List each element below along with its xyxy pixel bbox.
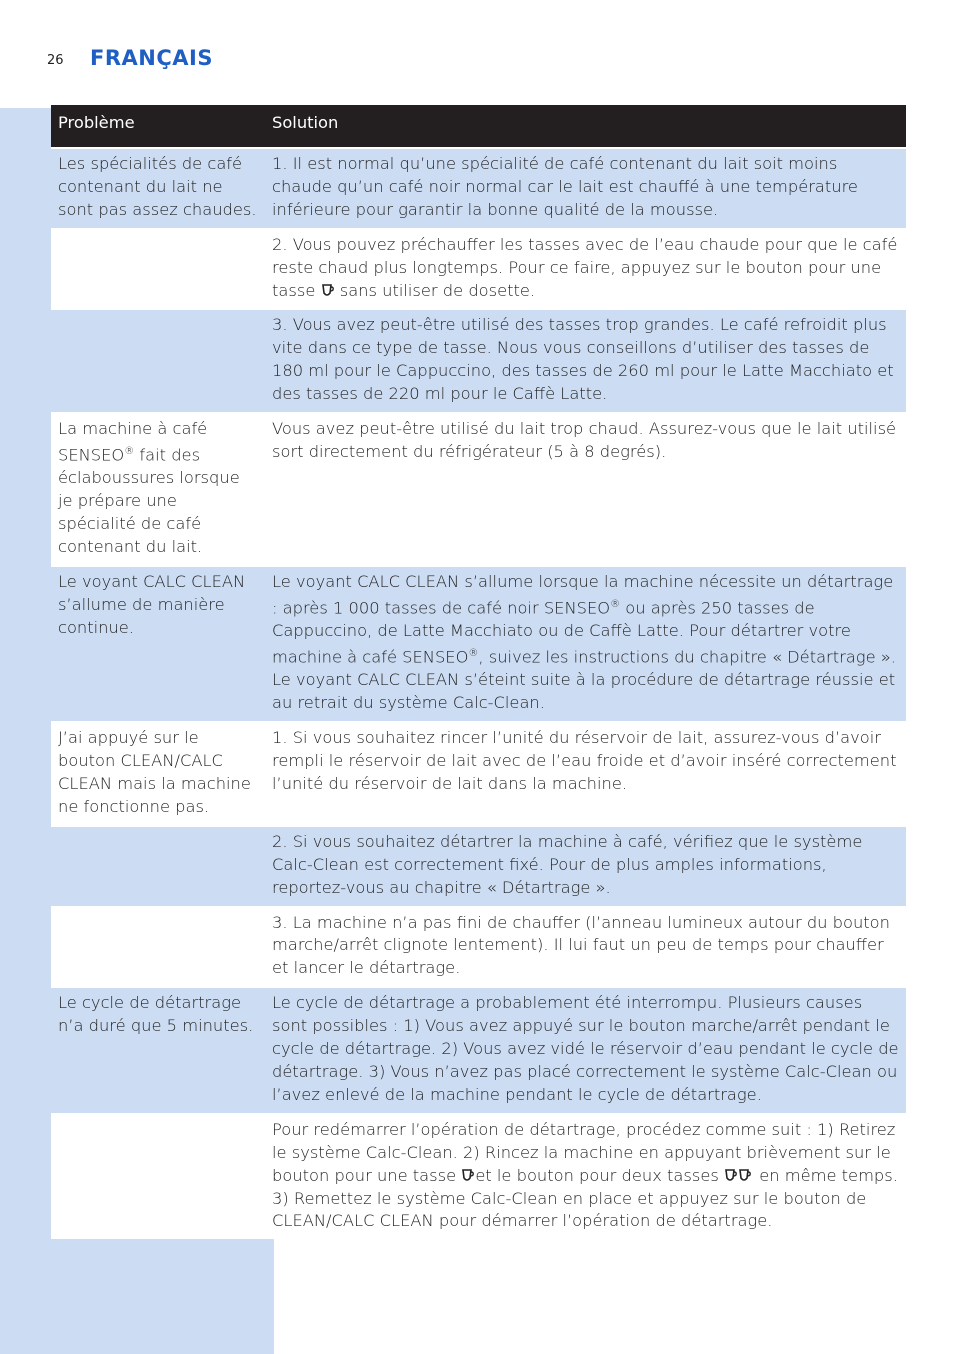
column-header-solution: Solution [265, 105, 906, 147]
problem-cell [51, 412, 265, 565]
one-cup-icon [321, 283, 335, 298]
two-cups-icon [724, 1168, 754, 1183]
one-cup-icon [461, 1168, 475, 1183]
table-row [51, 721, 906, 825]
solution-text: Le voyant CALC CLEAN s’allume lorsque la machine nécessite un détartrage : après 1 000 tasses de café noir SENSEO [272, 571, 894, 618]
solution-text: ou après 250 tasses de Cappuccino, de Latte Macchiato ou de Caffè Latte. Pour détartrer votre machine à café SENSEO [272, 598, 851, 667]
column-header-problem: Problème [51, 105, 265, 147]
problem-text: La machine à café SENSEO [58, 419, 208, 465]
problem-cell: J’ai appuyé sur le bouton CLEAN/CALC CLEAN mais la machine ne fonctionne pas. [51, 721, 265, 825]
solution-text: Pour redémarrer l’opération de détartrage, procédez comme suit : 1) Retirez le système Calc-Clean. 2) Rincez la machine en appuyant brièvement sur le bouton pour une tasse [272, 1119, 896, 1185]
solution-cell [265, 1113, 906, 1240]
registered-mark: ® [124, 445, 135, 457]
solution-cell: Vous avez peut-être utilisé du lait trop chaud. Assurez-vous que le lait utilisé sort directement du réfrigérateur (5 à 8 degrés). [265, 412, 906, 565]
solution-cell: 3. Vous avez peut-être utilisé des tasses trop grandes. Le café refroidit plus vite dans ce type de tasse. Nous vous conseillons d’utiliser des tasses de 180 ml pour le Cappuccino, des tasses de 260 ml pour le Latte Macchiato et des tasses de 220 ml pour le Caffè Latte. [265, 308, 906, 412]
table-row [51, 228, 906, 309]
table-row [51, 308, 906, 412]
solution-text: 2. Vous pouvez préchauffer les tasses avec de l’eau chaude pour que le café reste chaud plus longtemps. Pour ce faire, appuyez sur le bouton pour une tasse [272, 234, 898, 300]
solution-text: sans utiliser de dosette. [339, 280, 536, 300]
problem-cell: Le cycle de détartrage n’a duré que 5 minutes. [51, 986, 265, 1113]
table-row [51, 825, 906, 906]
registered-mark: ® [468, 648, 479, 660]
solution-cell [265, 228, 906, 309]
table-header-row [51, 105, 906, 147]
problem-cell [51, 906, 265, 987]
problem-cell [51, 228, 265, 309]
table-row [51, 412, 906, 565]
page-number: 26 [47, 53, 64, 68]
troubleshooting-table [51, 105, 906, 1239]
problem-text: fait des éclaboussures lorsque je prépare une spécialité de café contenant du lait. [58, 445, 240, 557]
registered-mark: ® [610, 598, 621, 610]
solution-cell: 1. Si vous souhaitez rincer l’unité du réservoir de lait, assurez-vous d’avoir rempli le réservoir de lait avec de l’eau froide et d’avoir inséré correctement l’unité du réservoir de lait dans la machine. [265, 721, 906, 825]
solution-cell: 3. La machine n’a pas fini de chauffer (l’anneau lumineux autour du bouton marche/arrêt clignote lentement). Il lui faut un peu de temps pour chauffer et lancer le détartrage. [265, 906, 906, 987]
solution-cell: 2. Si vous souhaitez détartrer la machine à café, vérifiez que le système Calc-Clean est correctement fixé. Pour de plus amples informations, reportez-vous au chapitre « Détartrage ». [265, 825, 906, 906]
table-row [51, 147, 906, 228]
solution-cell [265, 565, 906, 721]
table-row [51, 565, 906, 721]
table-row [51, 1113, 906, 1240]
problem-cell [51, 1113, 265, 1240]
table-row [51, 906, 906, 987]
solution-text: en même temps. 3) Remettez le système Calc-Clean en place et appuyez sur le bouton de CLEAN/CALC CLEAN pour démarrer l’opération de détartrage. [272, 1165, 898, 1231]
solution-text: et le bouton pour deux tasses [475, 1165, 719, 1185]
problem-cell: Le voyant CALC CLEAN s’allume de manière continue. [51, 565, 265, 721]
solution-text: , suivez les instructions du chapitre « Détartrage ». Le voyant CALC CLEAN s’éteint suite à la procédure de détartrage réussie et au retrait du système Calc-Clean. [272, 647, 896, 713]
solution-cell: 1. Il est normal qu’une spécialité de café contenant du lait soit moins chaude qu’un café noir normal car le lait est chauffé à une température inférieure pour garantir la bonne qualité de la mousse. [265, 147, 906, 228]
solution-cell: Le cycle de détartrage a probablement été interrompu. Plusieurs causes sont possibles : 1) Vous avez appuyé sur le bouton marche/arrêt pendant le cycle de détartrage. 2) Vous avez vidé le réservoir d’eau pendant le cycle de détartrage. 3) Vous n’avez pas placé correctement le système Calc-Clean ou l’avez enlevé de la machine pendant le cycle de détartrage. [265, 986, 906, 1113]
problem-cell: Les spécialités de café contenant du lait ne sont pas assez chaudes. [51, 147, 265, 228]
problem-cell [51, 825, 265, 906]
problem-cell [51, 308, 265, 412]
table-row [51, 986, 906, 1113]
section-title: FRANÇAIS [90, 46, 213, 70]
